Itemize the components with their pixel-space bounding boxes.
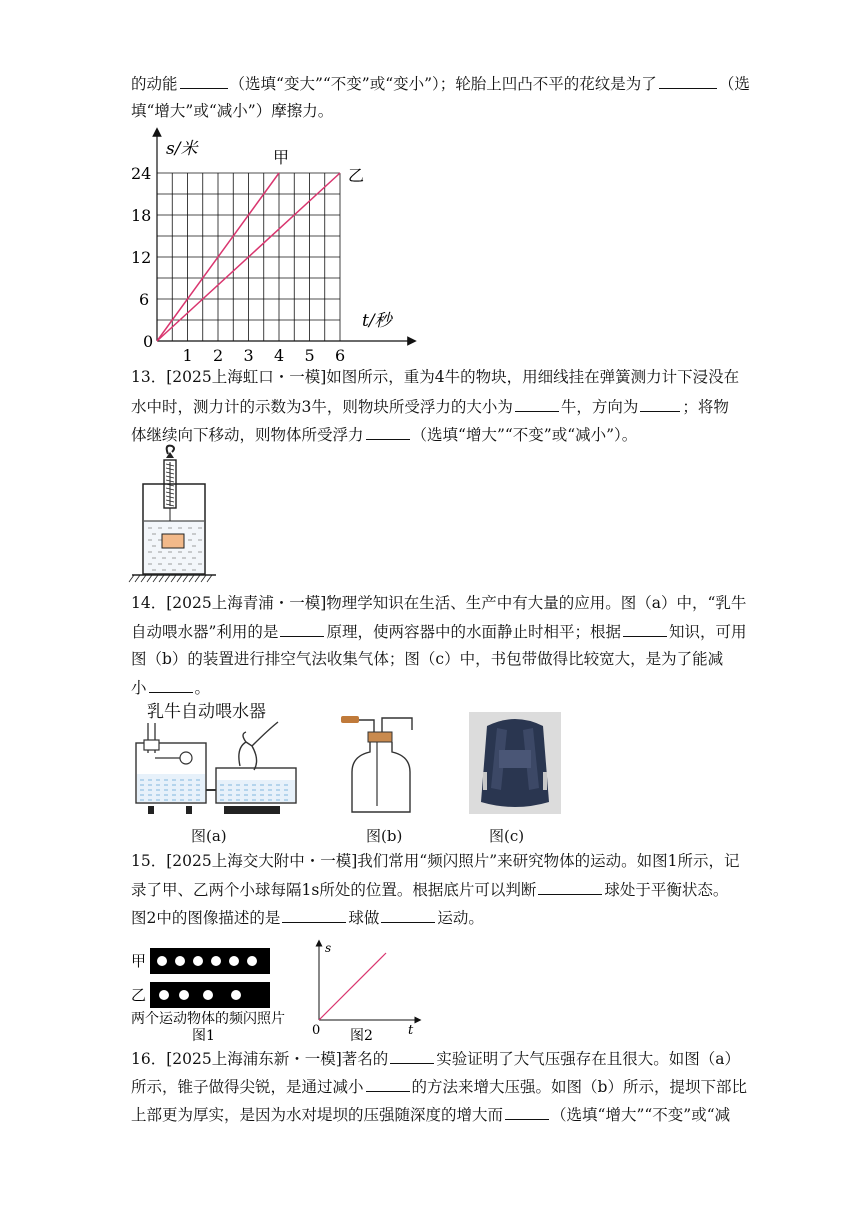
fig-b-caption: 图(b)	[366, 827, 403, 845]
fig-a-title: 乳牛自动喂水器	[147, 702, 266, 722]
axis-s-label: s	[325, 941, 332, 955]
x-tick-label: 3	[243, 346, 254, 365]
cow-waterer-figure	[128, 718, 303, 818]
text-segment: 水中时，测力计的示数为3牛，则物块所受浮力的大小为	[131, 398, 513, 416]
spring-scale-figure	[128, 444, 218, 584]
y-tick-label: 24	[131, 164, 152, 183]
st-chart	[131, 128, 420, 368]
answer-blank[interactable]	[149, 676, 193, 693]
q16-line-3	[131, 1103, 730, 1126]
answer-blank[interactable]	[659, 72, 717, 89]
ball	[231, 990, 241, 1000]
answer-blank[interactable]	[640, 395, 680, 412]
x-tick-label: 4	[274, 346, 285, 365]
ball	[203, 990, 213, 1000]
text-segment: 14．[2025上海青浦・一模]物理学知识在生活、生产中有大量的应用。图（a）中，“乳牛	[131, 594, 747, 612]
answer-blank[interactable]	[366, 423, 410, 440]
answer-blank[interactable]	[282, 906, 346, 923]
answer-blank[interactable]	[366, 1075, 410, 1092]
q15-line-2	[131, 878, 728, 901]
text-segment: 牛，方向为	[560, 398, 639, 416]
text-segment: （选填“增大”“不变”或“减	[551, 1106, 731, 1124]
text-segment: 图2中的图像描述的是	[131, 909, 281, 927]
text-segment: 小	[131, 679, 147, 697]
ball	[157, 956, 167, 966]
q14-line-3	[131, 648, 723, 670]
text-segment: 所示，锥子做得尖锐，是通过减小	[131, 1078, 364, 1096]
text-segment: 16．[2025上海浦东新・一模]著名的	[131, 1050, 389, 1068]
ball	[179, 990, 189, 1000]
text-segment: 球做	[348, 909, 380, 927]
text-segment: （选	[718, 75, 750, 93]
text-segment: 填“增大”或“减小”）摩擦力。	[131, 102, 334, 120]
backpack-photo	[469, 712, 561, 814]
q13-line-3	[131, 423, 637, 446]
x-tick-label: 1	[182, 346, 193, 365]
fig-a-caption: 图(a)	[191, 827, 227, 845]
strobe-photo-figure	[128, 940, 448, 1044]
fig1-caption: 图1	[192, 1028, 215, 1044]
text-line-1	[131, 72, 750, 95]
text-line-2	[131, 100, 333, 122]
answer-blank[interactable]	[623, 620, 667, 637]
answer-blank[interactable]	[538, 878, 602, 895]
text-segment: 体继续向下移动，则物体所受浮力	[131, 426, 364, 444]
answer-blank[interactable]	[180, 72, 228, 89]
text-segment: 运动。	[437, 909, 484, 927]
origin-label: 0	[312, 1023, 321, 1038]
axis-t-label: t	[408, 1023, 414, 1038]
y-tick-label: 18	[131, 206, 152, 225]
text-segment: 。	[194, 679, 211, 697]
text-segment: （选填“变大”“不变”或“变小”）；轮胎上凹凸不平的花纹是为了	[229, 75, 657, 93]
answer-blank[interactable]	[515, 395, 559, 412]
q13-line-2	[131, 395, 729, 418]
text-segment: 原理，使两容器中的水面静止时相平；根据	[326, 623, 621, 641]
block	[162, 534, 184, 548]
answer-blank[interactable]	[390, 1047, 434, 1064]
text-segment: 13．[2025上海虹口・一模]如图所示，重为4牛的物块，用细线挂在弹簧测力计下浸没在	[131, 368, 740, 386]
photo-caption: 两个运动物体的频闪照片	[131, 1011, 285, 1027]
text-segment: 录了甲、乙两个小球每隔1s所处的位置。根据底片可以判断	[131, 881, 537, 899]
answer-blank[interactable]	[505, 1103, 549, 1120]
q14-line-4	[131, 676, 210, 699]
x-axis-label: t/秒	[362, 311, 392, 331]
bottle	[352, 742, 410, 812]
valve-handle	[341, 716, 359, 723]
cow-head	[239, 722, 278, 770]
q16-line-1	[131, 1047, 740, 1070]
series-label: 乙	[348, 166, 365, 185]
q15-line-3	[131, 906, 484, 929]
ball	[193, 956, 203, 966]
text-segment: 自动喂水器”利用的是	[131, 623, 279, 641]
text-segment: 15．[2025上海交大附中・一模]我们常用“频闪照片”来研究物体的运动。如图1所示，记	[131, 852, 740, 870]
text-segment: （选填“增大”“不变”或“减小”）。	[411, 426, 638, 444]
answer-blank[interactable]	[381, 906, 435, 923]
answer-blank[interactable]	[280, 620, 324, 637]
ball	[175, 956, 185, 966]
text-segment: ；将物	[682, 398, 729, 416]
ball	[211, 956, 221, 966]
q15-line-1	[131, 850, 739, 872]
series-label: 甲	[273, 148, 290, 167]
text-segment: 的方法来增大压强。如图（b）所示，提坝下部比	[411, 1078, 747, 1096]
x-tick-label: 6	[335, 346, 346, 365]
text-segment: 的动能	[131, 75, 178, 93]
q16-line-2	[131, 1075, 747, 1098]
gas-bottle-figure	[338, 712, 428, 817]
row-label-jia: 甲	[131, 952, 147, 970]
x-tick-label: 5	[304, 346, 315, 365]
y-tick-label: 6	[139, 290, 150, 309]
fig-c-caption: 图(c)	[489, 827, 525, 845]
ball	[229, 956, 239, 966]
q14-line-2	[131, 620, 746, 643]
ball	[247, 956, 257, 966]
q13-line-1	[131, 366, 739, 388]
q14-line-1	[131, 592, 746, 614]
y-tick-label: 12	[131, 248, 152, 267]
ball	[159, 990, 169, 1000]
text-segment: 知识，可用	[668, 623, 747, 641]
stopper	[368, 732, 392, 742]
y-axis-label: s/米	[166, 139, 198, 159]
row-label-yi: 乙	[131, 986, 147, 1004]
text-segment: 球处于平衡状态。	[604, 881, 729, 899]
fig2-caption: 图2	[350, 1028, 373, 1044]
st-line	[319, 953, 386, 1020]
origin-label: 0	[143, 332, 154, 351]
text-segment: 实验证明了大气压强存在且很大。如图（a）	[436, 1050, 741, 1068]
x-tick-label: 2	[213, 346, 224, 365]
text-segment: 上部更为厚实，是因为水对堤坝的压强随深度的增大而	[131, 1106, 504, 1124]
float-ball	[180, 752, 192, 764]
text-segment: 图（b）的装置进行排空气法收集气体；图（c）中，书包带做得比较宽大，是为了能减	[131, 650, 724, 668]
